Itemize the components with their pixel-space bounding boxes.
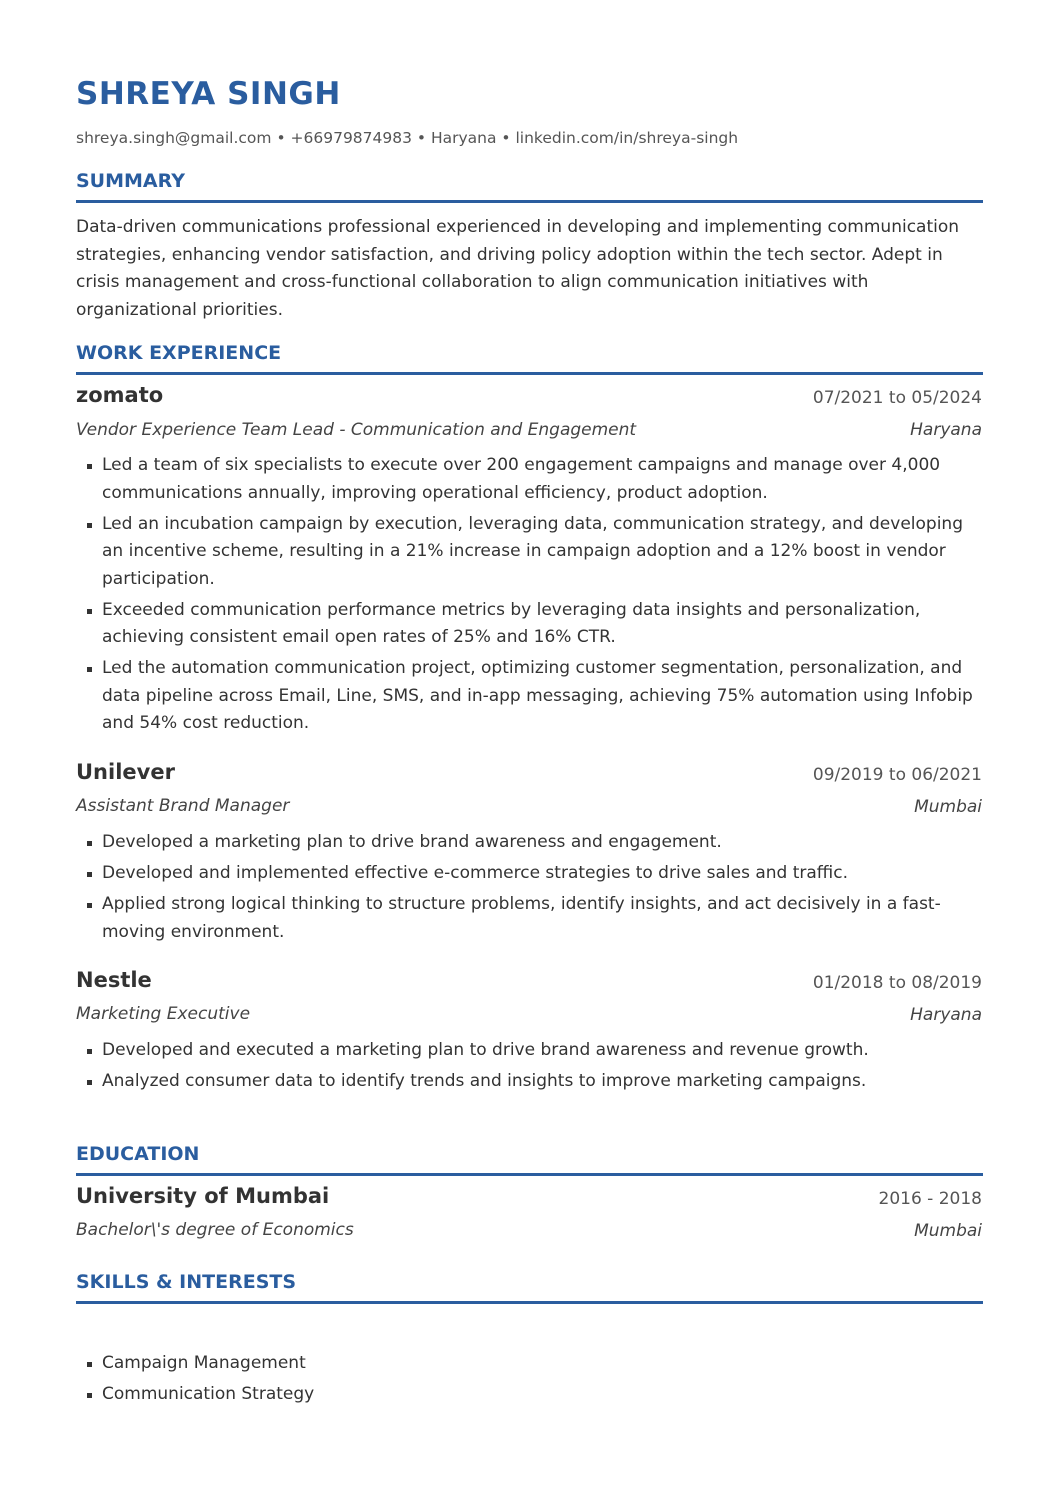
job-dates: 09/2019 to 06/2021 (812, 765, 982, 785)
bullet-item: Developed and executed a marketing plan to drive brand awareness and revenue growth. (76, 1037, 986, 1065)
bullet-item: Led the automation communication project, optimizing customer segmentation, personalization, and data pipeline across Email, Line, SMS, and in-app messaging, achieving 75% automation using Infobip and 54% cost reduction. (76, 655, 986, 738)
work-experience-heading: WORK EXPERIENCE (76, 342, 282, 364)
job-role: Vendor Experience Team Lead - Communication and Engagement (76, 420, 637, 440)
skill-item: Communication Strategy (76, 1381, 986, 1409)
job-dates: 07/2021 to 05/2024 (812, 388, 982, 408)
bullet-item: Developed a marketing plan to drive brand awareness and engagement. (76, 829, 986, 857)
job-role: Marketing Executive (76, 1004, 251, 1024)
job-role: Assistant Brand Manager (76, 796, 290, 816)
contact-line: shreya.singh@gmail.com • +66979874983 • Haryana • linkedin.com/in/shreya-singh (76, 129, 739, 147)
job-company: Nestle (76, 968, 152, 992)
education-degree: Bachelor\'s degree of Economics (76, 1220, 354, 1240)
bullet-item: Analyzed consumer data to identify trends and insights to improve marketing campaigns. (76, 1068, 986, 1096)
summary-heading: SUMMARY (76, 170, 185, 192)
job-bullets (76, 829, 986, 950)
job-company: zomato (76, 383, 164, 407)
summary-divider (76, 200, 983, 203)
job-company: Unilever (76, 760, 175, 784)
candidate-name: SHREYA SINGH (76, 76, 341, 112)
work-experience-divider (76, 372, 983, 375)
education-school: University of Mumbai (76, 1184, 330, 1208)
skills-heading: SKILLS & INTERESTS (76, 1271, 297, 1293)
education-location: Mumbai (914, 1221, 982, 1241)
bullet-item: Led an incubation campaign by execution, leveraging data, communication strategy, and developing an incentive scheme, resulting in a 21% increase in campaign adoption and a 12% boost in vendor participation. (76, 511, 986, 594)
skill-item: Campaign Management (76, 1350, 986, 1378)
job-location: Haryana (910, 420, 982, 440)
bullet-item: Applied strong logical thinking to structure problems, identify insights, and act decisively in a fast-moving environment. (76, 891, 986, 946)
job-location: Mumbai (914, 797, 982, 817)
job-bullets (76, 452, 986, 741)
education-divider (76, 1173, 983, 1176)
education-heading: EDUCATION (76, 1143, 200, 1165)
skills-list (76, 1350, 986, 1412)
summary-text: Data-driven communications professional experienced in developing and implementing communication strategies, enhancing vendor satisfaction, and driving policy adoption within the tech sector. Adept in crisis management and cross-functional collaboration to align communication initiatives with organizational priorities. (76, 217, 960, 320)
bullet-item: Led a team of six specialists to execute over 200 engagement campaigns and manage over 4,000 communications annually, improving operational efficiency, product adoption. (76, 452, 986, 507)
bullet-item: Exceeded communication performance metrics by leveraging data insights and personalization, achieving consistent email open rates of 25% and 16% CTR. (76, 597, 986, 652)
job-dates: 01/2018 to 08/2019 (812, 973, 982, 993)
bullet-item: Developed and implemented effective e-commerce strategies to drive sales and traffic. (76, 860, 986, 888)
skills-divider (76, 1301, 983, 1304)
job-location: Haryana (910, 1005, 982, 1025)
job-bullets (76, 1037, 986, 1099)
education-dates: 2016 - 2018 (878, 1189, 982, 1209)
